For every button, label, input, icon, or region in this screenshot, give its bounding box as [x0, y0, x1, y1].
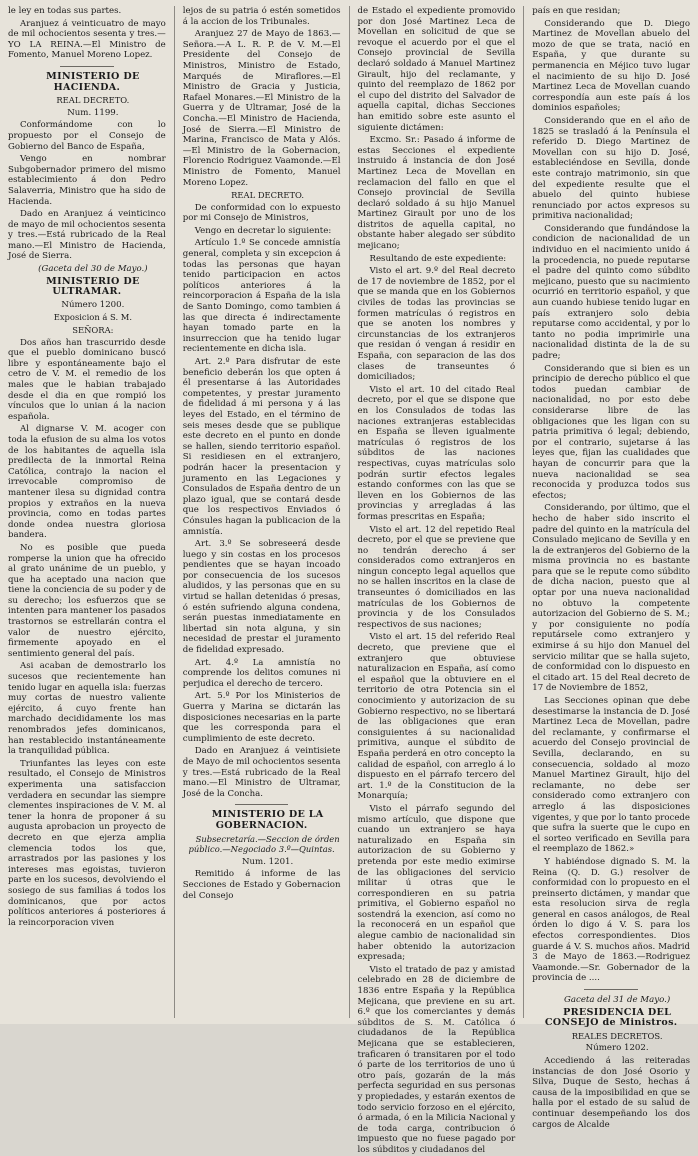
- paragraph: Considerando que D. Diego Martinez de Movellan abuelo del mozo de que se trata, nació en España, y que durante su permanencia en Méjico tuvo lugar el nacimiento de su hijo D. José Martinez Leca de Movellan cuando correspondía aun este país á los dominios españoles;: [532, 18, 690, 114]
- section-heading: MINISTERIO DE LA GOBERNACION.: [211, 809, 324, 831]
- section-heading: MINISTERIO DE ULTRAMAR.: [46, 275, 140, 298]
- columns-container: [8, 6, 690, 1155]
- column-2: [174, 6, 341, 1018]
- paragraph: Dado en Aranjuez á veinticinco de mayo de mil ochocientos sesenta y tres.—Está rubricado de la Real mano.—El Ministro de Hacienda, José de Sierra.: [8, 209, 166, 262]
- paragraph: Las Secciones opinan que debe desestimarse la instancia de D. José Martinez Leca de Movellan, padre del reclamante, y confirmarse el acuerdo del Consejo provincial de Sevilla, declarando, en su consecuencia, soldado al mozo Manuel Martinez Girault, hijo del reclamante, no debe ser considerado como extranjero con arreglo á las disposiciones vigentes, y que por lo tanto procede que sufra la suerte que le cupo en el sorteo verificado en Sevilla para el reemplazo de 1862.»: [532, 696, 690, 855]
- paragraph: Art. 3.º Se sobreseerá desde luego y sin costas en los procesos pendientes que se hayan incoado por consecuencia de los sucesos aludidos, y las personas que en su virtud se hallan detenidas ó presas, ó estén sufriendo alguna condena, serán puestas inmediatamente en libertad sin nota alguna, y sin necesidad de prestar el juramento de fidelidad expresado.: [182, 539, 341, 656]
- section-divider: [60, 66, 114, 67]
- paragraph: Visto el art. 10 del citado Real decreto, por el que se dispone que en los Consulados de todas las naciones extranjeras establecidas en España se lleven igualmente matrículas ó registros de los súbditos de las naciones respectivas, cuyas matrículas solo podrán surtir efectos legales estando conformes con las que se lleven en los Gobiernos de las provincias y arregladas á las formas prescritas en España;: [357, 384, 516, 522]
- paragraph: Triunfantes las leyes con este resultado, el Consejo de Ministros experimenta una satisfaccion verdadera en secundar las siempre clementes inspiraciones de V. M. al tener la honra de proponer á su augusta aprobacion un proyecto de decreto en que ejerza amplia clemencia todos los que, arrastrados por las pasiones y los intereses mas egoistas, tuvieron parte en los sucesos, devolviendo el sosiego de sus familias á todos los dominicanos, que por actos políticos anteriores á posteriores á la reincorporacion viven: [8, 758, 166, 928]
- paragraph: Vengo en nombrar Subgobernador primero del mismo establecimiento á don Pedro Salaverria, Ministro que ha sido de Hacienda.: [8, 154, 166, 207]
- decree-number: Número 1202.: [585, 1043, 649, 1054]
- paragraph: Vengo en decretar lo siguiente:: [194, 225, 332, 236]
- paragraph: Considerando, por último, que el hecho de haber sido inscrito el padre del quinto en la matrícula del Consulado mejicano de Sevilla y en la de extranjeros del Gobierno de la misma provincia no es bastante para que se le repute como súbdito de dicha nacion, puesto que al optar por una nueva nacionalidad no obtuvo la competente autorizacion del Gobierno de S. M.; y por consiguiente no podía reputársele como extranjero y eximirse á su hijo don Manuel del servicio militar que se halla sujeto, de conformidad con lo dispuesto en el citado art. 15 del Real decreto de 17 de Noviembre de 1852,: [532, 503, 690, 694]
- section-heading: MINISTERIO DE HACIENDA.: [46, 70, 140, 93]
- paragraph: Remitido á informe de las Secciones de Estado y Gobernacion del Consejo: [182, 869, 341, 901]
- paragraph: le ley en todas sus partes.: [8, 6, 122, 16]
- paragraph: No es posible que pueda romperse la union que ha ofrecido al grato unánime de un pueblo, y que ha aceptado una nacion que tiene la conciencia de su poder y de su derecho; los esfuerzos que se intenten para mantener los pasados trastornos se estrellarán contra el valor de nuestro ejército, firmemente apoyado en el sentimiento general del país.: [8, 542, 166, 659]
- paragraph: Aranjuez 27 de Mayo de 1863.—Señora.—A L. R. P. de V. M.—El Presidente del Consejo de Ministros, Ministro de Estado, Marqués de Miraflores.—El Ministro de Gracia y Justicia, Rafael Monares.—El Ministro de la Guerra y de Ultramar, José de la Concha.—El Ministro de Hacienda, José de Sierra.—El Ministro de Marina, Francisco de Mata y Alós.—El Ministro de la Gobernacion, Florencio Rodriguez Vaamonde.—El Ministro de Fomento, Manuel Moreno Lopez.: [182, 29, 341, 188]
- gazette-reference: Gaceta del 31 de Mayo.): [564, 995, 671, 1006]
- decree-number: Num. 1201.: [241, 856, 294, 867]
- paragraph: Art. 2.º Para disfrutar de este beneficio deberán los que opten á él presentarse á las Autoridades competentes, y prestar juramento de fidelidad á mi persona y á las leyes del Estado, en el término de seis meses desde que se publique este decreto en el punto en donde se hallen, siendo territorio español. Si residiesen en el extranjero, podrán hacer la presentacion y juramento en las Legaciones y Consulados de España dentro de un plazo igual, que se contará desde que los respectivos Enviados ó Cónsules hagan la publicacion de la amnistía.: [182, 357, 341, 537]
- paragraph: Aranjuez á veinticuatro de mayo de mil ochocientos sesenta y tres.—YO LA REINA.—El Ministro de Fomento, Manuel Moreno Lopez.: [8, 18, 166, 61]
- subheading: SEÑORA:: [72, 325, 114, 336]
- column-4: [523, 6, 690, 1130]
- paragraph: Al dignarse V. M. acoger con toda la efusion de su alma los votos de los habitantes de aquella isla predilecta de la inmortal Reina Católica, contrajo la nacion el irrevocable compromiso de mantener ilesa su dignidad contra propios y extraños en la nueva provincia, como en todas partes donde ondea nuestra gloriosa bandera.: [8, 424, 166, 541]
- decree-number: Número 1200.: [61, 299, 125, 310]
- paragraph: De conformidad con lo expuesto por mi Consejo de Ministros,: [182, 202, 341, 224]
- paragraph: Visto el art. 15 del referido Real decreto, que previene que el extranjero que obtuviese naturalizacion en España, así como el español que la obtuviere en el territorio de otra Potencia sin el conocimiento y autorizacion de su Gobierno respectivo, no se libertará de las obligaciones que eran consiguientes á su nacionalidad primitiva, aunque el súbdito de España perderá en otro concepto la calidad de español, con arreglo á lo dispuesto en el párrafo tercero del art. 1.º de la Constitucion de la Monarquía;: [357, 632, 516, 802]
- paragraph: Art. 5.º Por los Ministerios de Guerra y Marina se dictarán las disposiciones necesarias en la parte que les corresponda para el cumplimiento de este decreto.: [182, 691, 341, 744]
- subheading: Subsecretaría.—Seccion de órden público.—Negociado 3.º—Quintas.: [188, 833, 340, 855]
- paragraph: Visto el art. 12 del repetido Real decreto, por el que se previene que no tendrán derecho á ser considerados como extranjeros en ningun concepto legal aquellos que no se hallen inscritos en la clase de transeuntes ó domiciliados en las matrículas de los Gobiernos de provincia y de los Consulados respectivos de sus naciones;: [357, 524, 516, 630]
- paragraph: de Estado el expediente promovido por don José Martinez Leca de Movellan en solicitud de que se revoque el acuerdo por el que el Consejo provincial de Sevilla declaró soldado á Manuel Martinez Girault, hijo del reclamante, y quinto del reemplazo de 1862 por el cupo del distrito del Salvador de aquella capital, dichas Secciones han emitido sobre este asunto el siguiente dictámen:: [357, 6, 516, 133]
- paragraph: Asi acaban de demostrarlo los sucesos que recientemente han tenido lugar en aquella isla: fuerzas muy cortas de nuestro valiente ejército, á cuyo frente han marchado decididamente los mas renombrados jefes dominicanos, han restablecido instantáneamente la tranquilidad pública.: [8, 661, 166, 757]
- paragraph: país en que residan;: [532, 6, 621, 16]
- paragraph: Conformándome con lo propuesto por el Consejo de Gobierno del Banco de España,: [8, 120, 166, 152]
- paragraph: lejos de su patria ó estén sometidos á la accion de los Tribunales.: [182, 6, 341, 27]
- paragraph: Visto el párrafo segundo del mismo artículo, que dispone que cuando un extranjero se haya naturalizado en España sin autorizacion de su Gobierno y pretenda por este medio eximirse de las obligaciones del servicio militar ú otras que le correspondieren en su patria primitiva, el Gobierno español no sostendrá la exencion, así como no la reconocerá en un español que alegue cambio de nacionalidad sin haber obtenido la autorizacion expresada;: [357, 803, 516, 963]
- decree-number: Num. 1199.: [67, 107, 119, 118]
- paragraph: Excmo. Sr.: Pasado á informe de estas Secciones el expediente instruido á instancia de don José Martinez Leca de Movellan en reclamacion del fallo en que el Consejo provincial de Sevilla declaró soldado á su hijo Manuel Martinez Girault por uno de los distritos de aquella capital, no obstante haber alegado ser súbdito mejicano;: [357, 135, 516, 252]
- paragraph: Considerando que fundándose la condicion de nacionalidad de un individuo en el nacimiento unido á la procedencia, no puede reputarse el padre del quinto como súbdito mejicano, puesto que su nacimiento ocurrió en territorio español, y que aun cuando hubiese tenido lugar en país extranjero solo debia reputarse como accidental, y por lo tanto no podia imprimirle una nacionalidad distinta de la de su padre;: [532, 223, 690, 361]
- paragraph: Considerando que en el año de 1825 se trasladó á la Península el referido D. Diego Martinez de Movellan con su hijo D. José, estableciéndose en Sevilla, donde este contrajo matrimonio, sin que del expediente resulte que el abuelo del quinto hubiese renunciado por actos expresos su primitiva nacionalidad;: [532, 115, 690, 222]
- paragraph: Considerando que si bien es un principio de derecho público el que todos puedan cambiar de nacionalidad, no por esto debe considerarse libre de las obligaciones que les ligan con su patria primitiva ó legal; debiendo, por el contrario, sujetarse á las leyes que, fijan las cualidades que hayan de concurrir para que la nueva nacionalidad se sea reconocida y produzca todos sus efectos;: [532, 363, 690, 501]
- paragraph: Art. 4.º La amnistía no comprende los delitos comunes ni perjudica el derecho de tercero.: [182, 657, 341, 689]
- paragraph: Y habiéndose dignado S. M. la Reina (Q. D. G.) resolver de conformidad con lo propuesto en el preinserto dictámen, y mandar que esta resolucion sirva de regla general en casos análogos, de Real órden lo digo á V. S. para los efectos correspondientes. Dios guarde á V. S. muchos años. Madrid 3 de Mayo de 1863.—Rodriguez Vaamonde.—Sr. Gobernador de la provincia de ....: [532, 856, 690, 984]
- subheading: REAL DECRETO.: [231, 190, 305, 201]
- paragraph: Visto el art. 9.º del Real decreto de 17 de noviembre de 1852, por el que se manda que en los Gobiernos civiles de todas las provincias se formen matrículas ó registros en que se anoten los nombres y circunstancias de los extranjeros que residan ó vengan á residir en España, con separacion de las dos clases de transeuntes ó domiciliados;: [357, 266, 516, 383]
- paragraph: Visto el tratado de paz y amistad celebrado en 28 de diciembre de 1836 entre España y la República Mejicana, que previene en su art. 6.º que los comerciantes y demás súbditos de S. M. Católica ó ciudadanos de la República Mejicana que se establecieren, traficaren ó transitaren por el todo ó parte de los territorios de uno ú otro país, gozarán de la más perfecta seguridad en sus personas y propiedades, y estarán exentos de todo servicio forzoso en el ejército, ó armada, ó en la Milicia Nacional y de toda carga, contribucion ó impuesto que no fuese pagado por los súbditos y ciudadanos del: [357, 964, 516, 1155]
- paragraph: Resultando de este expediente:: [369, 253, 507, 264]
- paragraph: Artículo 1.º Se concede amnistía general, completa y sin excepcion á todas las personas que hayan tenido participacion en actos políticos anteriores á la reincorporacion á España de la isla de Santo Domingo, como tambien á las que directa é indirectamente hayan tomado parte en la insurreccion que ha tenido lugar recientemente en dicha isla.: [182, 238, 341, 355]
- paragraph: Accediendo á las reiteradas instancias de don José Osorio y Silva, Duque de Sesto, hechas á causa de la imposibilidad en que se halla por el estado de su salud de continuar desempeñando los dos cargos de Alcalde: [532, 1056, 690, 1130]
- subheading: REALES DECRETOS.: [571, 1030, 663, 1041]
- subheading: Exposicion á S. M.: [53, 312, 133, 323]
- paragraph: Dos años han trascurrido desde que el pueblo dominicano buscó libre y espontáneamente bajo el cetro de V. M. el remedio de los males que le habian trabajado desde el dia en que rompió los vínculos que lo unian á la nacion española.: [8, 337, 166, 422]
- section-heading: PRESIDENCIA DEL CONSEJO de Ministros.: [544, 1006, 678, 1029]
- subheading: REAL DECRETO.: [56, 95, 130, 106]
- section-divider: [235, 804, 289, 805]
- column-1: [8, 6, 166, 1018]
- gazette-reference: (Gaceta del 30 de Mayo.): [38, 264, 148, 275]
- column-3: [349, 6, 516, 1155]
- paragraph: Dado en Aranjuez á veintisiete de Mayo de mil ochocientos sesenta y tres.—Está rubricado de la Real mano.—El Ministro de Ultramar, José de la Concha.: [182, 746, 341, 799]
- section-divider: [584, 989, 638, 990]
